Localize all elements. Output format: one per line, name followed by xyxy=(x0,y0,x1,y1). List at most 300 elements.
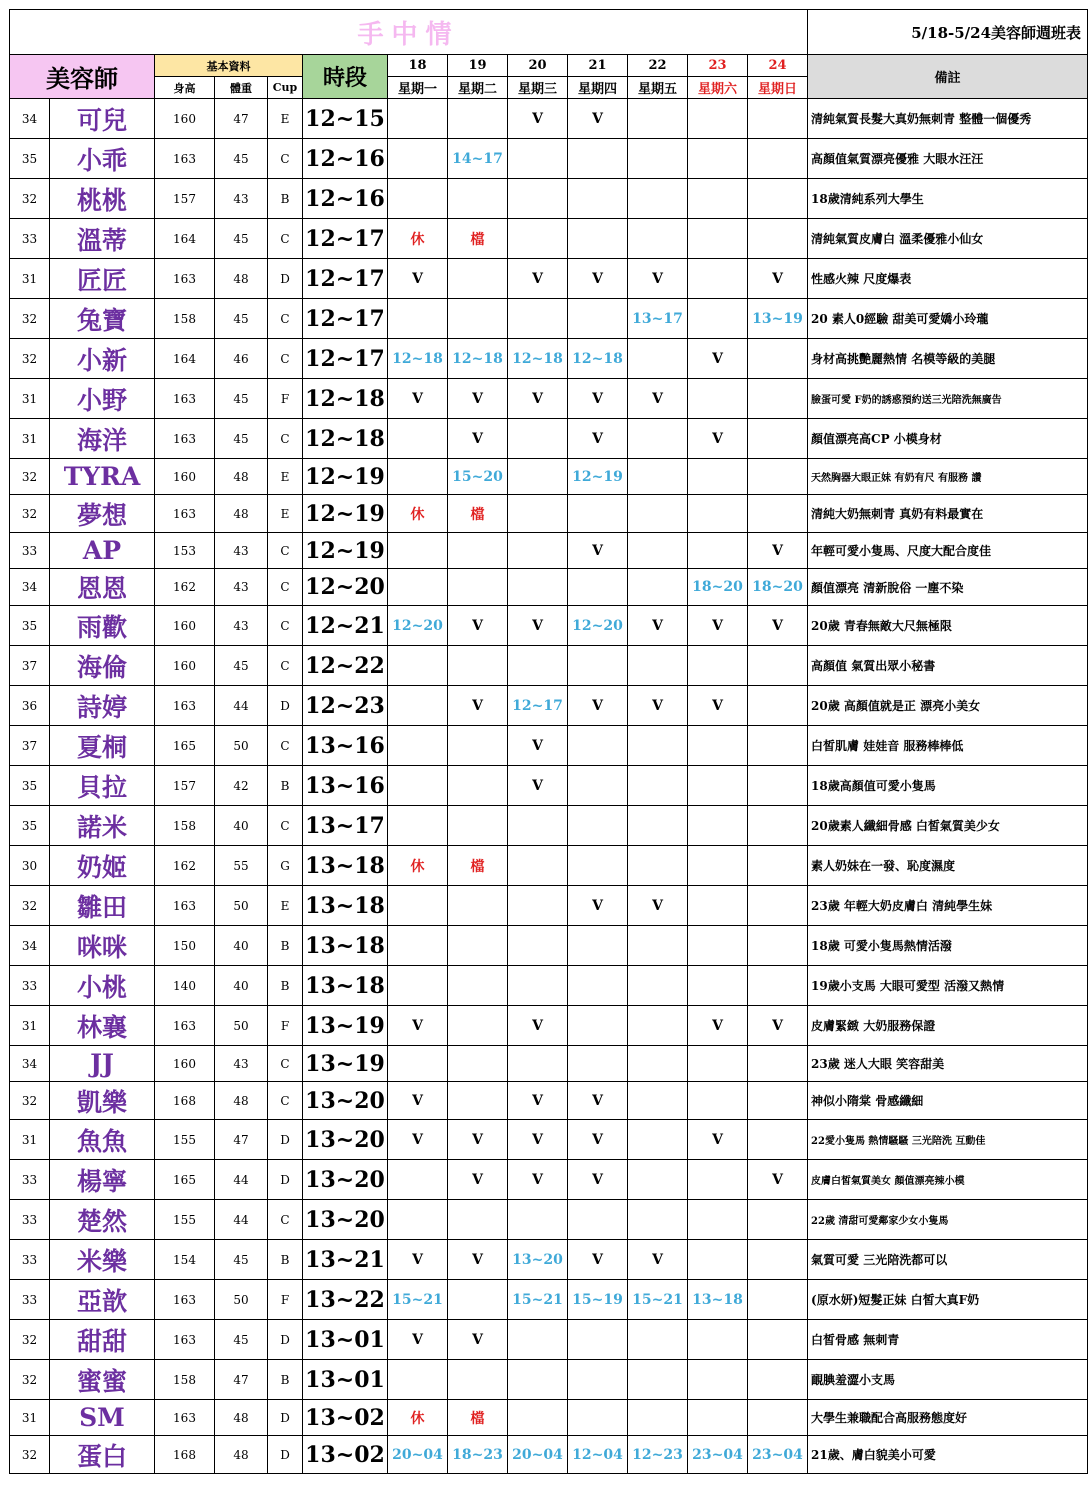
height-cell: 150 xyxy=(155,926,215,966)
note-cell: 20歲 高顏值就是正 漂亮小美女 xyxy=(808,686,1088,726)
day-cell xyxy=(388,569,448,606)
day-cell xyxy=(748,1280,808,1320)
staff-row xyxy=(10,495,1088,533)
time-slot-cell: 13~20 xyxy=(303,1120,388,1160)
day-cell xyxy=(388,179,448,219)
day-cell: V xyxy=(448,686,508,726)
age-cell: 32 xyxy=(10,886,50,926)
staff-name: 林襄 xyxy=(50,1006,155,1046)
staff-name: SM xyxy=(50,1400,155,1436)
day-cell: 12~23 xyxy=(628,1436,688,1474)
day-cell xyxy=(508,886,568,926)
weight-cell: 46 xyxy=(215,339,268,379)
cup-header: Cup xyxy=(268,77,303,99)
weekday-header: 星期三 xyxy=(508,77,568,99)
cup-cell: B xyxy=(268,966,303,1006)
weekday-header: 星期二 xyxy=(448,77,508,99)
day-cell xyxy=(628,179,688,219)
staff-name: 夢想 xyxy=(50,495,155,533)
day-cell xyxy=(448,179,508,219)
age-cell: 30 xyxy=(10,846,50,886)
day-cell xyxy=(448,766,508,806)
staff-row xyxy=(10,419,1088,459)
height-cell: 157 xyxy=(155,766,215,806)
time-slot-cell: 12~17 xyxy=(303,259,388,299)
day-cell xyxy=(508,1046,568,1082)
cup-cell: G xyxy=(268,846,303,886)
day-cell xyxy=(628,926,688,966)
time-slot-cell: 12~19 xyxy=(303,533,388,569)
time-slot-cell: 12~16 xyxy=(303,179,388,219)
day-cell: V xyxy=(568,379,628,419)
note-cell: 清純氣質長髮大真奶無刺青 整體一個優秀 xyxy=(808,99,1088,139)
staff-name: 楚然 xyxy=(50,1200,155,1240)
height-cell: 154 xyxy=(155,1240,215,1280)
sheet-title: 手中情 xyxy=(10,10,808,55)
day-cell xyxy=(688,1320,748,1360)
day-cell xyxy=(568,1200,628,1240)
staff-name: TYRA xyxy=(50,459,155,495)
time-slot-cell: 13~22 xyxy=(303,1280,388,1320)
staff-name: 桃桃 xyxy=(50,179,155,219)
day-cell: 20~04 xyxy=(508,1436,568,1474)
day-cell: V xyxy=(628,379,688,419)
time-slot-cell: 13~16 xyxy=(303,766,388,806)
day-cell xyxy=(508,219,568,259)
staff-row xyxy=(10,339,1088,379)
day-cell xyxy=(688,1200,748,1240)
day-cell xyxy=(748,1046,808,1082)
day-cell xyxy=(388,459,448,495)
cup-cell: B xyxy=(268,1360,303,1400)
height-cell: 158 xyxy=(155,1360,215,1400)
note-cell: 高顏值氣質漂亮優雅 大眼水汪汪 xyxy=(808,139,1088,179)
cup-cell: C xyxy=(268,219,303,259)
day-cell xyxy=(688,533,748,569)
cup-cell: C xyxy=(268,1200,303,1240)
day-cell: V xyxy=(748,1160,808,1200)
time-slot-cell: 12~17 xyxy=(303,339,388,379)
day-cell xyxy=(568,646,628,686)
staff-row xyxy=(10,1006,1088,1046)
day-cell: 休 xyxy=(388,495,448,533)
day-cell xyxy=(508,569,568,606)
day-cell xyxy=(448,1360,508,1400)
day-cell xyxy=(628,1400,688,1436)
cup-cell: D xyxy=(268,1400,303,1436)
day-cell xyxy=(688,99,748,139)
day-cell xyxy=(688,1160,748,1200)
staff-row xyxy=(10,379,1088,419)
age-cell: 34 xyxy=(10,926,50,966)
age-cell: 36 xyxy=(10,686,50,726)
staff-name: 雨歡 xyxy=(50,606,155,646)
weight-cell: 48 xyxy=(215,495,268,533)
note-cell: 清純氣質皮膚白 溫柔優雅小仙女 xyxy=(808,219,1088,259)
note-cell: 年輕可愛小隻馬、尺度大配合度佳 xyxy=(808,533,1088,569)
staff-name: 奶姬 xyxy=(50,846,155,886)
height-cell: 168 xyxy=(155,1436,215,1474)
cup-cell: B xyxy=(268,766,303,806)
height-cell: 158 xyxy=(155,299,215,339)
time-slot-header: 時段 xyxy=(303,55,388,99)
day-cell xyxy=(568,495,628,533)
cup-cell: C xyxy=(268,606,303,646)
weight-cell: 50 xyxy=(215,726,268,766)
staff-row xyxy=(10,1200,1088,1240)
day-cell xyxy=(748,886,808,926)
staff-name: 米樂 xyxy=(50,1240,155,1280)
staff-name: 小野 xyxy=(50,379,155,419)
note-cell: 23歲 年輕大奶皮膚白 清純學生妹 xyxy=(808,886,1088,926)
day-cell: V xyxy=(748,1006,808,1046)
staff-name: 小桃 xyxy=(50,966,155,1006)
day-cell: 23~04 xyxy=(748,1436,808,1474)
staff-row xyxy=(10,606,1088,646)
staff-row xyxy=(10,1320,1088,1360)
note-cell: 皮膚緊緻 大奶服務保證 xyxy=(808,1006,1088,1046)
day-cell xyxy=(628,1160,688,1200)
day-cell xyxy=(628,139,688,179)
age-cell: 33 xyxy=(10,966,50,1006)
day-cell: 18~20 xyxy=(748,569,808,606)
day-cell: V xyxy=(388,379,448,419)
time-slot-cell: 13~20 xyxy=(303,1082,388,1120)
day-cell: V xyxy=(448,1320,508,1360)
height-cell: 160 xyxy=(155,606,215,646)
staff-row xyxy=(10,259,1088,299)
cup-cell: D xyxy=(268,259,303,299)
age-cell: 34 xyxy=(10,1046,50,1082)
day-cell xyxy=(628,533,688,569)
time-slot-cell: 13~18 xyxy=(303,886,388,926)
day-cell: 12~19 xyxy=(568,459,628,495)
height-cell: 140 xyxy=(155,966,215,1006)
day-cell xyxy=(688,806,748,846)
day-cell: 18~20 xyxy=(688,569,748,606)
staff-row xyxy=(10,1400,1088,1436)
age-cell: 32 xyxy=(10,1436,50,1474)
staff-name: 諾米 xyxy=(50,806,155,846)
cup-cell: D xyxy=(268,1436,303,1474)
staff-name: 雛田 xyxy=(50,886,155,926)
day-cell xyxy=(748,379,808,419)
day-cell xyxy=(508,966,568,1006)
height-cell: 157 xyxy=(155,179,215,219)
day-cell: V xyxy=(508,606,568,646)
staff-name: 甜甜 xyxy=(50,1320,155,1360)
day-cell: V xyxy=(628,686,688,726)
height-cell: 163 xyxy=(155,886,215,926)
day-cell: 23~04 xyxy=(688,1436,748,1474)
weight-cell: 50 xyxy=(215,886,268,926)
age-cell: 31 xyxy=(10,379,50,419)
day-cell: V xyxy=(688,419,748,459)
time-slot-cell: 12~18 xyxy=(303,419,388,459)
day-cell: 休 xyxy=(388,219,448,259)
day-cell xyxy=(388,926,448,966)
weight-cell: 43 xyxy=(215,606,268,646)
time-slot-cell: 13~16 xyxy=(303,726,388,766)
weight-cell: 40 xyxy=(215,966,268,1006)
time-slot-cell: 12~19 xyxy=(303,459,388,495)
day-cell xyxy=(568,219,628,259)
day-cell: 檔 xyxy=(448,495,508,533)
day-cell xyxy=(688,1046,748,1082)
day-cell xyxy=(628,1006,688,1046)
staff-name: 匠匠 xyxy=(50,259,155,299)
cup-cell: D xyxy=(268,1120,303,1160)
note-cell: 20歲素人纖細骨感 白皙氣質美少女 xyxy=(808,806,1088,846)
height-cell: 163 xyxy=(155,686,215,726)
note-cell: 20歲 青春無敵大尺無極限 xyxy=(808,606,1088,646)
weight-cell: 40 xyxy=(215,926,268,966)
day-cell xyxy=(388,533,448,569)
staff-name: 小新 xyxy=(50,339,155,379)
note-cell: 顏值漂亮高CP 小模身材 xyxy=(808,419,1088,459)
date-header: 24 xyxy=(748,55,808,77)
staff-row xyxy=(10,1240,1088,1280)
day-cell xyxy=(748,219,808,259)
day-cell xyxy=(388,1046,448,1082)
day-cell xyxy=(568,926,628,966)
height-cell: 163 xyxy=(155,1320,215,1360)
note-cell: 素人奶妹在一發、恥度濕度 xyxy=(808,846,1088,886)
day-cell xyxy=(568,766,628,806)
day-cell xyxy=(448,299,508,339)
day-cell xyxy=(688,299,748,339)
day-cell: V xyxy=(388,259,448,299)
cup-cell: B xyxy=(268,179,303,219)
age-cell: 37 xyxy=(10,726,50,766)
day-cell: 20~04 xyxy=(388,1436,448,1474)
cup-cell: C xyxy=(268,419,303,459)
height-cell: 153 xyxy=(155,533,215,569)
height-cell: 163 xyxy=(155,419,215,459)
day-cell xyxy=(748,806,808,846)
height-cell: 160 xyxy=(155,646,215,686)
weight-cell: 44 xyxy=(215,686,268,726)
staff-name: JJ xyxy=(50,1046,155,1082)
day-cell xyxy=(688,886,748,926)
age-cell: 35 xyxy=(10,806,50,846)
weight-cell: 42 xyxy=(215,766,268,806)
cup-cell: E xyxy=(268,886,303,926)
day-cell xyxy=(628,219,688,259)
day-cell xyxy=(748,1120,808,1160)
day-cell xyxy=(388,299,448,339)
day-cell: V xyxy=(508,259,568,299)
day-cell xyxy=(388,686,448,726)
weight-cell: 47 xyxy=(215,1120,268,1160)
day-cell xyxy=(448,569,508,606)
cup-cell: C xyxy=(268,339,303,379)
day-cell xyxy=(748,966,808,1006)
day-cell: 12~18 xyxy=(388,339,448,379)
day-cell: V xyxy=(448,606,508,646)
day-cell: V xyxy=(508,99,568,139)
age-cell: 33 xyxy=(10,533,50,569)
day-cell xyxy=(508,846,568,886)
day-cell: V xyxy=(568,99,628,139)
weekday-header: 星期四 xyxy=(568,77,628,99)
note-cell: 18歲 可愛小隻馬熱情活潑 xyxy=(808,926,1088,966)
day-cell: V xyxy=(508,1120,568,1160)
height-cell: 163 xyxy=(155,139,215,179)
time-slot-cell: 13~17 xyxy=(303,806,388,846)
day-cell xyxy=(628,569,688,606)
staff-name: 凱樂 xyxy=(50,1082,155,1120)
day-cell xyxy=(688,179,748,219)
weekday-header: 星期一 xyxy=(388,77,448,99)
day-cell: 15~21 xyxy=(508,1280,568,1320)
weight-cell: 47 xyxy=(215,1360,268,1400)
day-cell xyxy=(748,926,808,966)
time-slot-cell: 13~21 xyxy=(303,1240,388,1280)
age-cell: 33 xyxy=(10,1240,50,1280)
day-cell xyxy=(688,966,748,1006)
weight-cell: 48 xyxy=(215,259,268,299)
note-cell: 天然胸器大眼正妹 有奶有尺 有服務 讚 xyxy=(808,459,1088,495)
day-cell xyxy=(748,1320,808,1360)
day-cell xyxy=(688,139,748,179)
staff-name: 亞歆 xyxy=(50,1280,155,1320)
day-cell: V xyxy=(688,686,748,726)
day-cell xyxy=(388,966,448,1006)
day-cell xyxy=(508,646,568,686)
date-header: 21 xyxy=(568,55,628,77)
day-cell xyxy=(448,926,508,966)
staff-row xyxy=(10,886,1088,926)
staff-row xyxy=(10,139,1088,179)
day-cell xyxy=(508,1360,568,1400)
staff-name: 咪咪 xyxy=(50,926,155,966)
staff-row xyxy=(10,569,1088,606)
age-cell: 35 xyxy=(10,606,50,646)
day-cell xyxy=(388,1360,448,1400)
staff-name: 貝拉 xyxy=(50,766,155,806)
time-slot-cell: 12~17 xyxy=(303,219,388,259)
day-cell xyxy=(688,1400,748,1436)
day-cell: 休 xyxy=(388,1400,448,1436)
day-cell xyxy=(568,569,628,606)
staff-row xyxy=(10,1120,1088,1160)
day-cell xyxy=(388,886,448,926)
day-cell: V xyxy=(568,1160,628,1200)
day-cell xyxy=(688,1082,748,1120)
day-cell: V xyxy=(508,1006,568,1046)
date-header: 22 xyxy=(628,55,688,77)
time-slot-cell: 12~21 xyxy=(303,606,388,646)
day-cell xyxy=(748,1360,808,1400)
staff-row xyxy=(10,99,1088,139)
height-cell: 163 xyxy=(155,1400,215,1436)
day-cell xyxy=(388,1160,448,1200)
cup-cell: C xyxy=(268,1046,303,1082)
day-cell xyxy=(568,806,628,846)
note-cell: 性感火辣 尺度爆表 xyxy=(808,259,1088,299)
note-cell: 臉蛋可愛 F奶的誘惑預約送三光陪洗無廣告 xyxy=(808,379,1088,419)
day-cell xyxy=(748,179,808,219)
age-cell: 32 xyxy=(10,495,50,533)
staff-row xyxy=(10,926,1088,966)
day-cell xyxy=(508,299,568,339)
day-cell xyxy=(628,726,688,766)
height-header: 身高 xyxy=(155,77,215,99)
date-header: 18 xyxy=(388,55,448,77)
cup-cell: C xyxy=(268,1082,303,1120)
time-slot-cell: 13~18 xyxy=(303,846,388,886)
day-cell: 12~18 xyxy=(568,339,628,379)
time-slot-cell: 12~19 xyxy=(303,495,388,533)
weight-cell: 48 xyxy=(215,1436,268,1474)
age-cell: 32 xyxy=(10,1360,50,1400)
weight-cell: 50 xyxy=(215,1280,268,1320)
staff-name: 海洋 xyxy=(50,419,155,459)
weekday-header: 星期日 xyxy=(748,77,808,99)
day-cell: 12~20 xyxy=(388,606,448,646)
staff-row xyxy=(10,846,1088,886)
time-slot-cell: 13~02 xyxy=(303,1436,388,1474)
day-cell xyxy=(508,926,568,966)
basic-info-header: 基本資料 xyxy=(155,55,303,77)
day-cell: 13~18 xyxy=(688,1280,748,1320)
week-range-title: 5/18-5/24美容師週班表 xyxy=(808,10,1088,55)
staff-name: 詩婷 xyxy=(50,686,155,726)
day-cell: V xyxy=(448,1240,508,1280)
height-cell: 165 xyxy=(155,726,215,766)
time-slot-cell: 13~01 xyxy=(303,1360,388,1400)
day-cell xyxy=(688,219,748,259)
day-cell xyxy=(628,495,688,533)
day-cell xyxy=(508,806,568,846)
note-cell: 大學生兼職配合高服務態度好 xyxy=(808,1400,1088,1436)
age-cell: 34 xyxy=(10,99,50,139)
name-header: 美容師 xyxy=(10,55,155,99)
day-cell: 15~21 xyxy=(388,1280,448,1320)
note-cell: 氣質可愛 三光陪洗都可以 xyxy=(808,1240,1088,1280)
note-cell: 清純大奶無刺青 真奶有料最實在 xyxy=(808,495,1088,533)
weight-cell: 40 xyxy=(215,806,268,846)
day-cell: V xyxy=(748,259,808,299)
day-cell xyxy=(568,299,628,339)
day-cell xyxy=(448,646,508,686)
date-header: 20 xyxy=(508,55,568,77)
note-cell: 23歲 迷人大眼 笑容甜美 xyxy=(808,1046,1088,1082)
age-cell: 31 xyxy=(10,1400,50,1436)
day-cell: V xyxy=(748,606,808,646)
day-cell xyxy=(448,259,508,299)
age-cell: 31 xyxy=(10,1120,50,1160)
staff-row xyxy=(10,766,1088,806)
height-cell: 155 xyxy=(155,1200,215,1240)
height-cell: 165 xyxy=(155,1160,215,1200)
day-cell: V xyxy=(568,419,628,459)
cup-cell: F xyxy=(268,1280,303,1320)
day-cell xyxy=(568,1360,628,1400)
age-cell: 32 xyxy=(10,1082,50,1120)
note-cell: 身材高挑艷麗熱情 名模等級的美腿 xyxy=(808,339,1088,379)
day-cell xyxy=(508,139,568,179)
day-cell xyxy=(388,139,448,179)
day-cell xyxy=(568,1046,628,1082)
weight-cell: 45 xyxy=(215,1240,268,1280)
height-cell: 164 xyxy=(155,219,215,259)
height-cell: 160 xyxy=(155,1046,215,1082)
day-cell xyxy=(688,1360,748,1400)
cup-cell: C xyxy=(268,726,303,766)
day-cell: V xyxy=(568,259,628,299)
